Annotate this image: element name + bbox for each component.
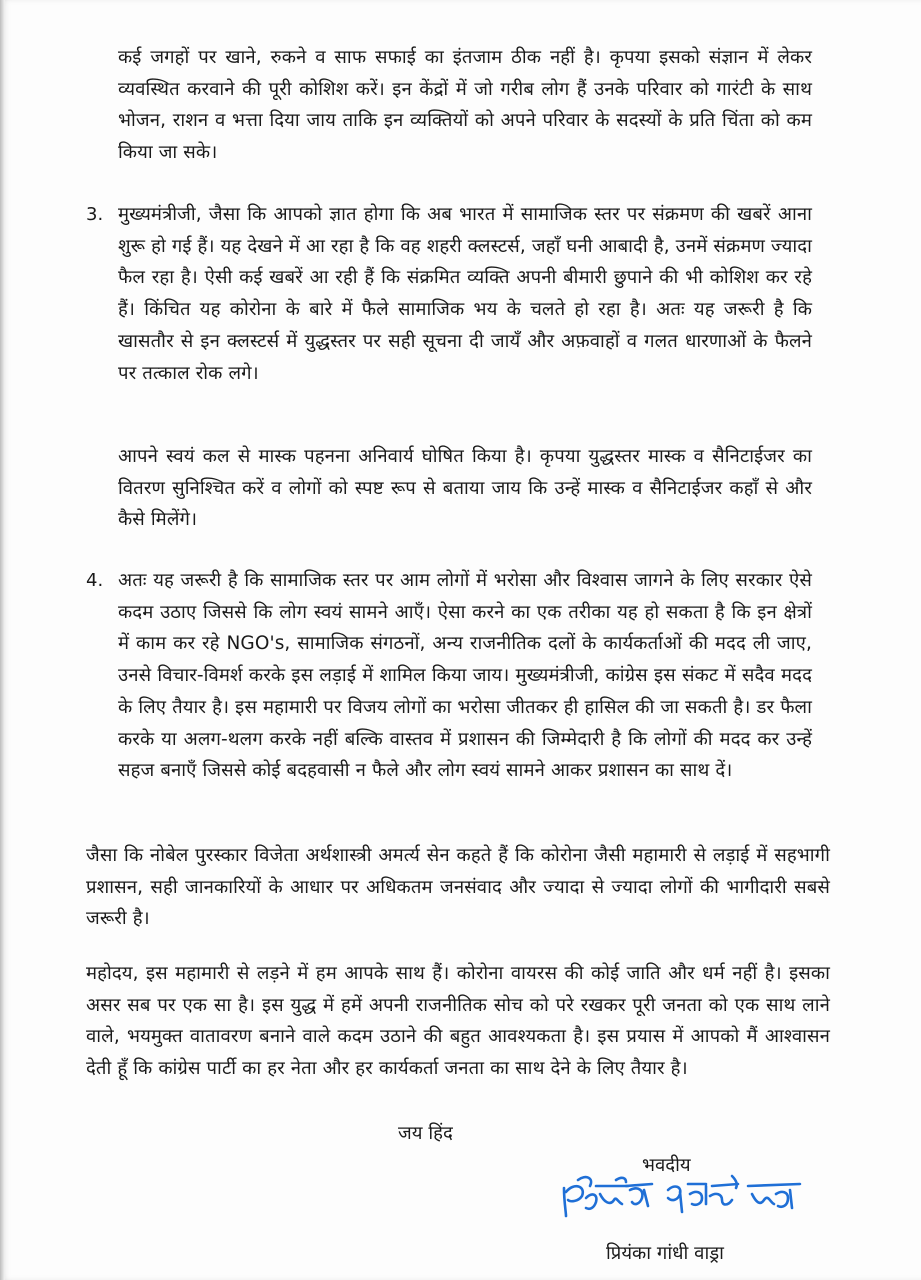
paragraph-assurance: महोदय, इस महामारी से लड़ने में हम आपके साथ हैं। कोरोना वायरस की कोई जाति और धर्म नहीं है। इसका असर सब पर एक सा है। इस युद्ध में हमें अपनी राजनीतिक सोच को परे रखकर पूरी जनता को एक साथ लाने वाले, भयमुक्त वातावरण बनाने वाले कदम उठाने की बहुत आवश्यकता है। इस प्रयास में आपको मैं आश्वासन देती हूँ कि कांग्रेस पार्टी का हर नेता और हर कार्यकर्ता जनता का साथ देने के लिए तैयार है। [86, 963, 830, 1080]
jai-hind-text: जय हिंद [398, 1123, 453, 1144]
handwritten-signature [556, 1172, 806, 1230]
paragraph-3: मुख्यमंत्रीजी, जैसा कि आपको ज्ञात होगा कि अब भारत में सामाजिक स्तर पर संक्रमण की खबरें आना शुरू हो गई हैं। यह देखने में आ रहा है कि वह शहरी क्लस्टर्स, जहाँ घनी आबादी है, उनमें संक्रमण ज्यादा फैल रहा है। ऐसी कई खबरें आ रही हैं कि संक्रमित व्यक्ति अपनी बीमारी छुपाने की भी कोशिश कर रहे हैं। किंचित यह कोरोना के बारे में फैले सामाजिक भय के चलते हो रहा है। अतः यह जरूरी है कि खासतौर से इन क्लस्टर्स में युद्धस्तर पर सही सूचना दी जायँ और अफ़वाहों व गलत धारणाओं के फैलने पर तत्काल रोक लगे। [118, 204, 812, 384]
paragraph-3-mask: आपने स्वयं कल से मास्क पहनना अनिवार्य घोषित किया है। कृपया युद्धस्तर मास्क व सैनिटाईजर का वितरण सुनिश्चित करें व लोगों को स्पष्ट रूप से बताया जाय कि उन्हें मास्क व सैनिटाईजर कहाँ से और कैसे मिलेंगे। [118, 446, 812, 531]
signatory-name: प्रियंका गांधी वाड्रा [606, 1243, 724, 1264]
paragraph-amartya-sen: जैसा कि नोबेल पुरस्कार विजेता अर्थशास्त्री अमर्त्य सेन कहते हैं कि कोरोना जैसी महामारी से लड़ाई में सहभागी प्रशासन, सही जानकारियों के आधार पर अधिकतम जनसंवाद और ज्यादा से ज्यादा लोगों की भागीदारी सबसे जरूरी है। [86, 845, 830, 930]
paragraph-3-number: 3. [86, 204, 104, 225]
yours-sincerely-text: भवदीय [642, 1155, 691, 1176]
page-edge-shadow [0, 0, 5, 1280]
paragraph-4-number: 4. [86, 570, 104, 591]
paragraph-continued: कई जगहों पर खाने, रुकने व साफ सफाई का इंतजाम ठीक नहीं है। कृपया इसको संज्ञान में लेकर व्यवस्थित करवाने की पूरी कोशिश करें। इन केंद्रों में जो गरीब लोग हैं उनके परिवार को गारंटी के साथ भोजन, राशन व भत्ता दिया जाय ताकि इन व्यक्तियों को अपने परिवार के सदस्यों के प्रति चिंता को कम किया जा सके। [118, 47, 812, 164]
paragraph-4: अतः यह जरूरी है कि सामाजिक स्तर पर आम लोगों में भरोसा और विश्वास जागने के लिए सरकार ऐसे कदम उठाए जिससे कि लोग स्वयं सामने आएँ। ऐसा करने का एक तरीका यह हो सकता है कि इन क्षेत्रों में काम कर रहे NGO's, सामाजिक संगठनों, अन्य राजनीतिक दलों के कार्यकर्ताओं की मदद ली जाए, उनसे विचार-विमर्श करके इस लड़ाई में शामिल किया जाय। मुख्यमंत्रीजी, कांग्रेस इस संकट में सदैव मदद के लिए तैयार है। इस महामारी पर विजय लोगों का भरोसा जीतकर ही हासिल की जा सकती है। डर फैला करके या अलग-थलग करके नहीं बल्कि वास्तव में प्रशासन की जिम्मेदारी है कि लोगों की मदद कर उन्हें सहज बनाएँ जिससे कोई बदहवासी न फैले और लोग स्वयं सामने आकर प्रशासन का साथ दें। [118, 570, 812, 782]
